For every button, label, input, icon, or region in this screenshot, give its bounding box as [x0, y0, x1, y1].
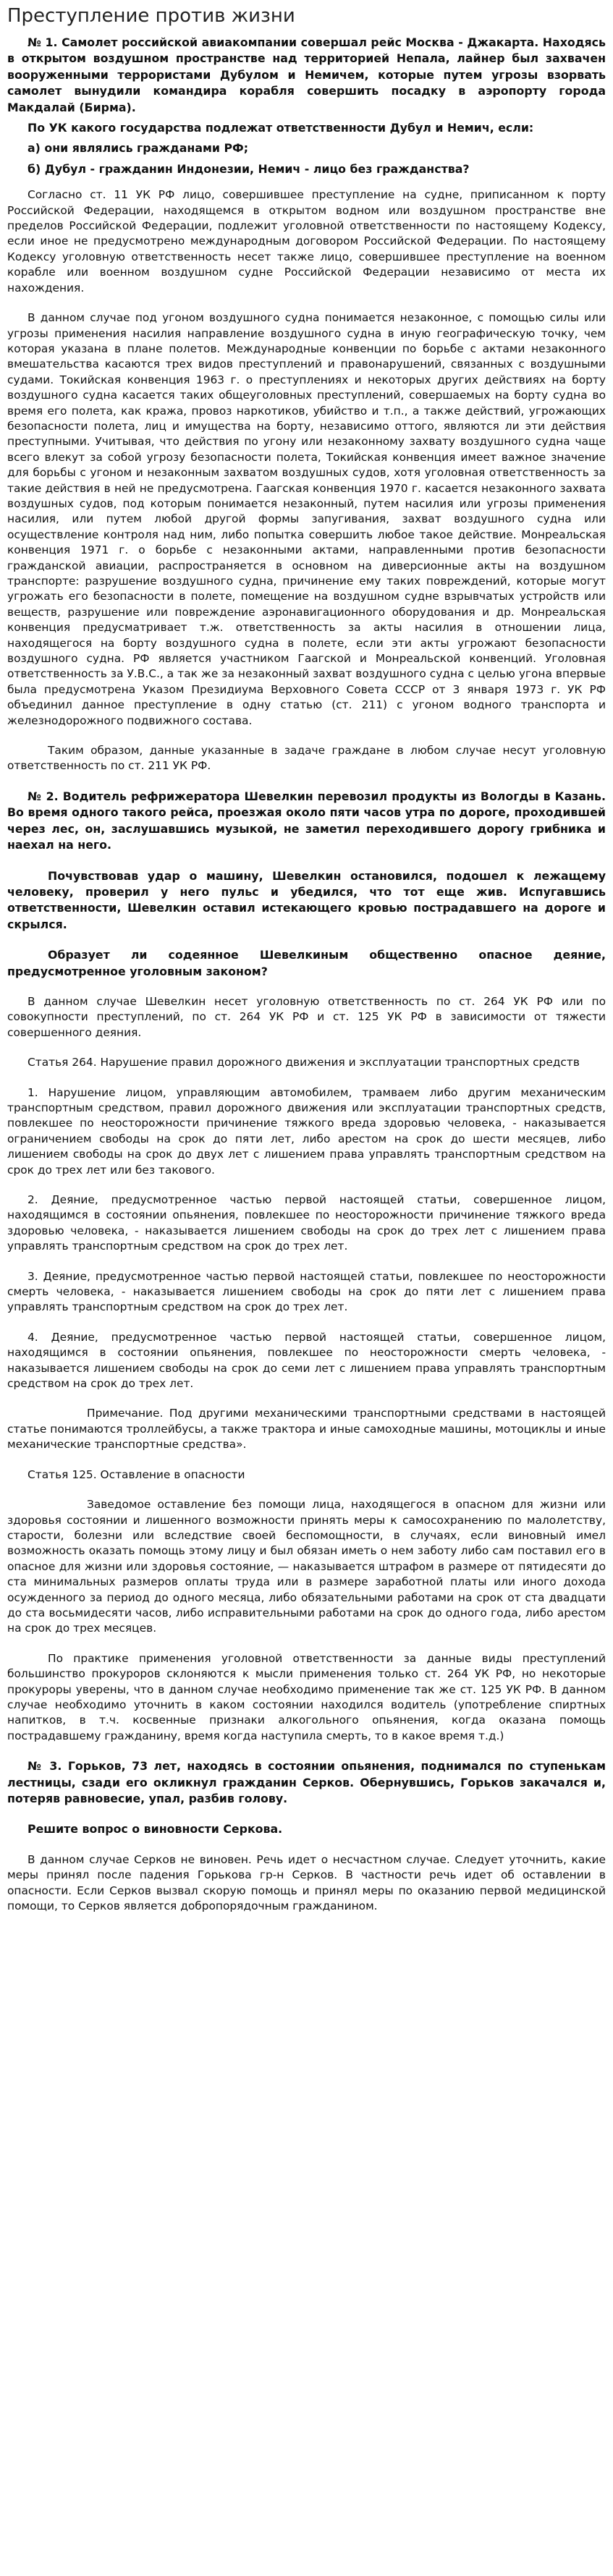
case-3-statement: № 3. Горьков, 73 лет, находясь в состоянии опьянения, поднимался по ступенькам лестницы, сзади его окликнул гражданин Серков. Обернувшись, Горьков закачался и, потеряв равновесие, упал, разбив голову.: [7, 1759, 606, 1805]
case-1-answer-article-11: Согласно ст. 11 УК РФ лицо, совершившее преступление на судне, приписанном к порту Российской Федерации, находящемся в открытом водном или воздушном пространстве вне пределов Российской Федерации, подлежит уголовной ответственности по настоящему Кодексу, если иное не предусмотрено международным договором Российской Федерации. По настоящему Кодексу уголовную ответственность несет также лицо, совершившее преступление на военном корабле или военном воздушном судне Российской Федерации независимо от места их нахождения.: [7, 188, 606, 295]
article-125-text: Заведомое оставление без помощи лица, находящегося в опасном для жизни или здоровья состоянии и лишенного возможности принять меры к самосохранению по малолетству, старости, болезни или вследствие своей беспомощности, в случаях, если виновный имел возможность оказать помощь этому лицу и был обязан иметь о нем заботу либо сам поставил его в опасное для жизни или здоровья состояние, — наказывается штрафом в размере от пятидесяти до ста минимальных размеров оплаты труда или в размере заработной платы или иного дохода осужденного за период до одного месяца, либо обязательными работами на срок от ста двадцати до ста восьмидесяти часов, либо исправительными работами на срок до одного года, либо арестом на срок до трех месяцев.: [7, 1498, 606, 1635]
article-125-heading: Статья 125. Оставление в опасности: [28, 1467, 245, 1481]
case-1-question: По УК какого государства подлежат ответственности Дубул и Немич, если:: [28, 121, 534, 135]
article-264-part-3: 3. Деяние, предусмотренное частью первой настоящей статьи, повлекшее по неосторожности смерть человека, - наказывается лишением свободы на срок до пяти лет с лишением права управлять транспортным средством на срок до трех лет.: [7, 1269, 606, 1314]
case-2-statement: № 2. Водитель рефрижератора Шевелкин перевозил продукты из Вологды в Казань. Во время одного такого рейса, проезжая около пяти часов утра по дороге, проходившей через лес, он, заслушавшись музыкой, не заметил переходившего дорогу грибника и наехал на него.: [7, 789, 606, 852]
article-264-part-2: 2. Деяние, предусмотренное частью первой настоящей статьи, совершенное лицом, находящимся в состоянии опьянения, повлекшее по неосторожности причинение тяжкого вреда здоровью человека, - наказывается лишением свободы на срок до трех лет с лишением права управлять транспортным средством на срок до трех лет.: [7, 1193, 606, 1253]
case-2-answer: В данном случае Шевелкин несет уголовную ответственность по ст. 264 УК РФ или по совокупности преступлений, по ст. 264 УК РФ и ст. 125 УК РФ в зависимости от тяжести совершенного деяния.: [7, 994, 606, 1039]
case-2-continuation: Почувствовав удар о машину, Шевелкин остановился, подошел к лежащему человеку, проверил у него пульс и убедился, что тот еще жив. Испугавшись ответственности, Шевелкин оставил истекающего кровью пострадавшего на дороге и скрылся.: [7, 868, 606, 931]
case-1-conclusion: Таким образом, данные указанные в задаче граждане в любом случае несут уголовную ответственность по ст. 211 УК РФ.: [7, 744, 606, 773]
article-264-part-4: 4. Деяние, предусмотренное частью первой настоящей статьи, совершенное лицом, находящимся в состоянии опьянения, повлекшее по неосторожности смерть человека, - наказывается лишением свободы на срок до семи лет с лишением права управлять транспортным средством на срок до трех лет.: [7, 1330, 606, 1391]
case-1-statement: № 1. Самолет российской авиакомпании совершал рейс Москва - Джакарта. Находясь в открытом воздушном пространстве над территорией Непала, лайнер был захвачен вооруженными террористами Дубулом и Немичем, которые путем угрозы взорвать самолет вынудили командира корабля совершить посадку в аэропорту города Макдалай (Бирма).: [7, 35, 606, 114]
case-2-practice: По практике применения уголовной ответственности за данные виды преступлений большинство прокуроров склоняются к мысли применения только ст. 264 УК РФ, но некоторые прокуроры уверены, что в данном случае необходимо применение так же ст. 125 УК РФ. В данном случае необходимо уточнить в каком состоянии находился водитель (употребление спиртных напитков, в т.ч. косвенные признаки алкогольного опьянения, когда оказана помощь пострадавшему гражданину, время когда наступила смерть, то в какое время т.д.): [7, 1651, 606, 1742]
case-2-question: Образует ли содеянное Шевелкиным общественно опасное деяние, предусмотренное уголовным законом?: [7, 948, 606, 978]
page-title: Преступление против жизни: [7, 5, 295, 27]
case-1-answer-conventions: В данном случае под угоном воздушного судна понимается незаконное, с помощью силы или угрозы применения насилия направление воздушного судна в иную географическую точку, чем которая указана в плане полетов. Международные конвенции по борьбе с актами незаконного вмешательства касаются трех видов преступлений и правонарушений, связанных с воздушными судами. Токийская конвенция 1963 г. о преступлениях и некоторых других действиях на борту воздушного судна касается таких общеуголовных преступлений, совершаемых на борту судна во время его полета, как кража, провоз наркотиков, убийство и т.п., а также действий, угрожающих безопасности полета, лиц и имущества на борту, независимо оттого, являются ли эти действия преступными. Учитывая, что действия по угону или незаконному захвату воздушного судна чаще всего влекут за собой угрозу безопасности полета, Токийская конвенция имеет важное значение для борьбы с угоном и незаконным захватом воздушных судов, хотя уголовная ответственность за такие действия в ней не предусмотрена. Гаагская конвенция 1970 г. касается незаконного захвата воздушных судов, под которым понимается незаконный, путем насилия или угрозы применения насилия, или путем любой другой формы запугивания, захват воздушного судна или осуществление контроля над ним, либо попытка совершить любое такое действие. Монреальская конвенция 1971 г. о борьбе с незаконными актами, направленными против безопасности гражданской авиации, распространяется в основном на диверсионные акты на воздушном транспорте: разрушение воздушного судна, причинение ему таких повреждений, которые могут угрожать его безопасности в полете, помещение на воздушном судне взрывчатых устройств или веществ, разрушение или повреждение аэронавигационного оборудования и др. Монреальская конвенция предусматривает т.ж. ответственность за акты насилия в отношении лица, находящегося на борту воздушного судна в полете, если эти акты угрожают безопасности воздушного судна. РФ является участником Гаагской и Монреальской конвенций. Уголовная ответственность за У.В.С., а так же за незаконный захват воздушного судна с целью угона впервые была предусмотрена Указом Президиума Верховного Совета СССР от 3 января 1973 г. УК РФ объединил данное преступление в одну статью (ст. 211) с угоном водного транспорта и железнодорожного подвижного состава.: [7, 311, 606, 727]
article-264-part-1: 1. Нарушение лицом, управляющим автомобилем, трамваем либо другим механическим транспортным средством, правил дорожного движения или эксплуатации транспортных средств, повлекшее по неосторожности причинение тяжкого вреда здоровью человека, - наказывается ограничением свободы на срок до пяти лет, либо арестом на срок до шести месяцев, либо лишением свободы на срок до двух лет с лишением права управлять транспортным средством на срок до трех лет или без такового.: [7, 1085, 606, 1177]
case-3-answer: В данном случае Серков не виновен. Речь идет о несчастном случае. Следует уточнить, какие меры принял после падения Горькова гр-н Серков. В частности речь идет об оставлении в опасности. Если Серков вызвал скорую помощь и принял меры по оказанию первой медицинской помощи, то Серков является добропорядочным гражданином.: [7, 1852, 606, 1913]
article-264-heading: Статья 264. Нарушение правил дорожного движения и эксплуатации транспортных средств: [28, 1056, 580, 1069]
case-1-option-b: б) Дубул - гражданин Индонезии, Немич - лицо без гражданства?: [28, 161, 470, 176]
case-3-question: Решите вопрос о виновности Серкова.: [28, 1822, 283, 1836]
case-1-option-a: а) они являлись гражданами РФ;: [28, 141, 249, 156]
article-264-note: Примечание. Под другими механическими транспортными средствами в настоящей статье понимаются троллейбусы, а также трактора и иные самоходные машины, мотоциклы и иные механические транспортные средства».: [7, 1407, 606, 1452]
